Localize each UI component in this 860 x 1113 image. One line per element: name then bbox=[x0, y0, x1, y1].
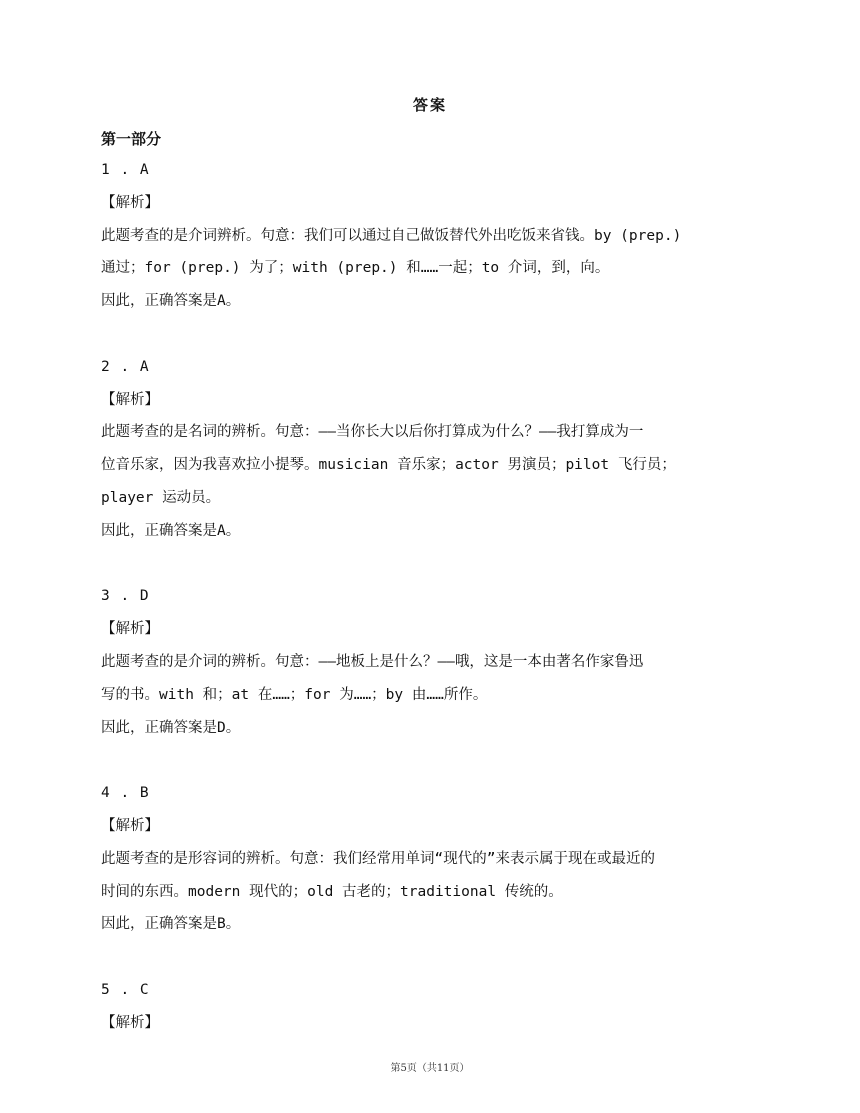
answer-conclusion: 因此，正确答案是B。 bbox=[101, 916, 241, 933]
question-number: 5 . C bbox=[101, 981, 150, 998]
analysis-label: 【解析】 bbox=[101, 1014, 159, 1031]
answer-item bbox=[101, 777, 771, 974]
page-title: 答案 bbox=[412, 96, 447, 114]
answer-item bbox=[101, 974, 771, 1040]
answer-list bbox=[101, 154, 771, 1040]
analysis-text: player 运动员。 bbox=[101, 489, 221, 506]
analysis-label: 【解析】 bbox=[101, 391, 159, 408]
section-heading: 第一部分 bbox=[101, 130, 162, 148]
question-number: 4 . B bbox=[101, 785, 150, 802]
answer-conclusion: 因此，正确答案是A。 bbox=[101, 522, 241, 539]
analysis-label: 【解析】 bbox=[101, 621, 159, 638]
question-number: 1 . A bbox=[101, 162, 150, 178]
analysis-label: 【解析】 bbox=[101, 194, 159, 211]
question-number: 3 . D bbox=[101, 588, 150, 605]
analysis-text: 位音乐家，因为我喜欢拉小提琴。musician 音乐家；actor 男演员；pilot 飞行员； bbox=[101, 457, 676, 474]
question-number: 2 . A bbox=[101, 358, 150, 375]
answer-conclusion: 因此，正确答案是D。 bbox=[101, 719, 241, 736]
analysis-text: 此题考查的是介词的辨析。句意：——地板上是什么？——哦，这是一本由著名作家鲁迅 bbox=[101, 653, 644, 670]
answer-conclusion: 因此，正确答案是A。 bbox=[101, 293, 241, 310]
analysis-label: 【解析】 bbox=[101, 817, 159, 834]
answer-item bbox=[101, 580, 771, 777]
analysis-text: 此题考查的是名词的辨析。句意：——当你长大以后你打算成为什么？——我打算成为一 bbox=[101, 424, 644, 441]
answer-item bbox=[101, 351, 771, 581]
analysis-text: 此题考查的是介词辨析。句意：我们可以通过自己做饭替代外出吃饭来省钱。by (prep.) bbox=[101, 227, 682, 244]
analysis-text: 此题考查的是形容词的辨析。句意：我们经常用单词“现代的”来表示属于现在或最近的 bbox=[101, 850, 655, 867]
analysis-text: 写的书。with 和；at 在……；for 为……；by 由……所作。 bbox=[101, 686, 488, 703]
answer-item bbox=[101, 154, 771, 351]
page-footer: 第5页（共11页） bbox=[390, 1063, 470, 1074]
analysis-text: 通过；for (prep.) 为了；with (prep.) 和……一起；to 介词，到，向。 bbox=[101, 260, 610, 277]
analysis-text: 时间的东西。modern 现代的；old 古老的；traditional 传统的。 bbox=[101, 883, 563, 900]
